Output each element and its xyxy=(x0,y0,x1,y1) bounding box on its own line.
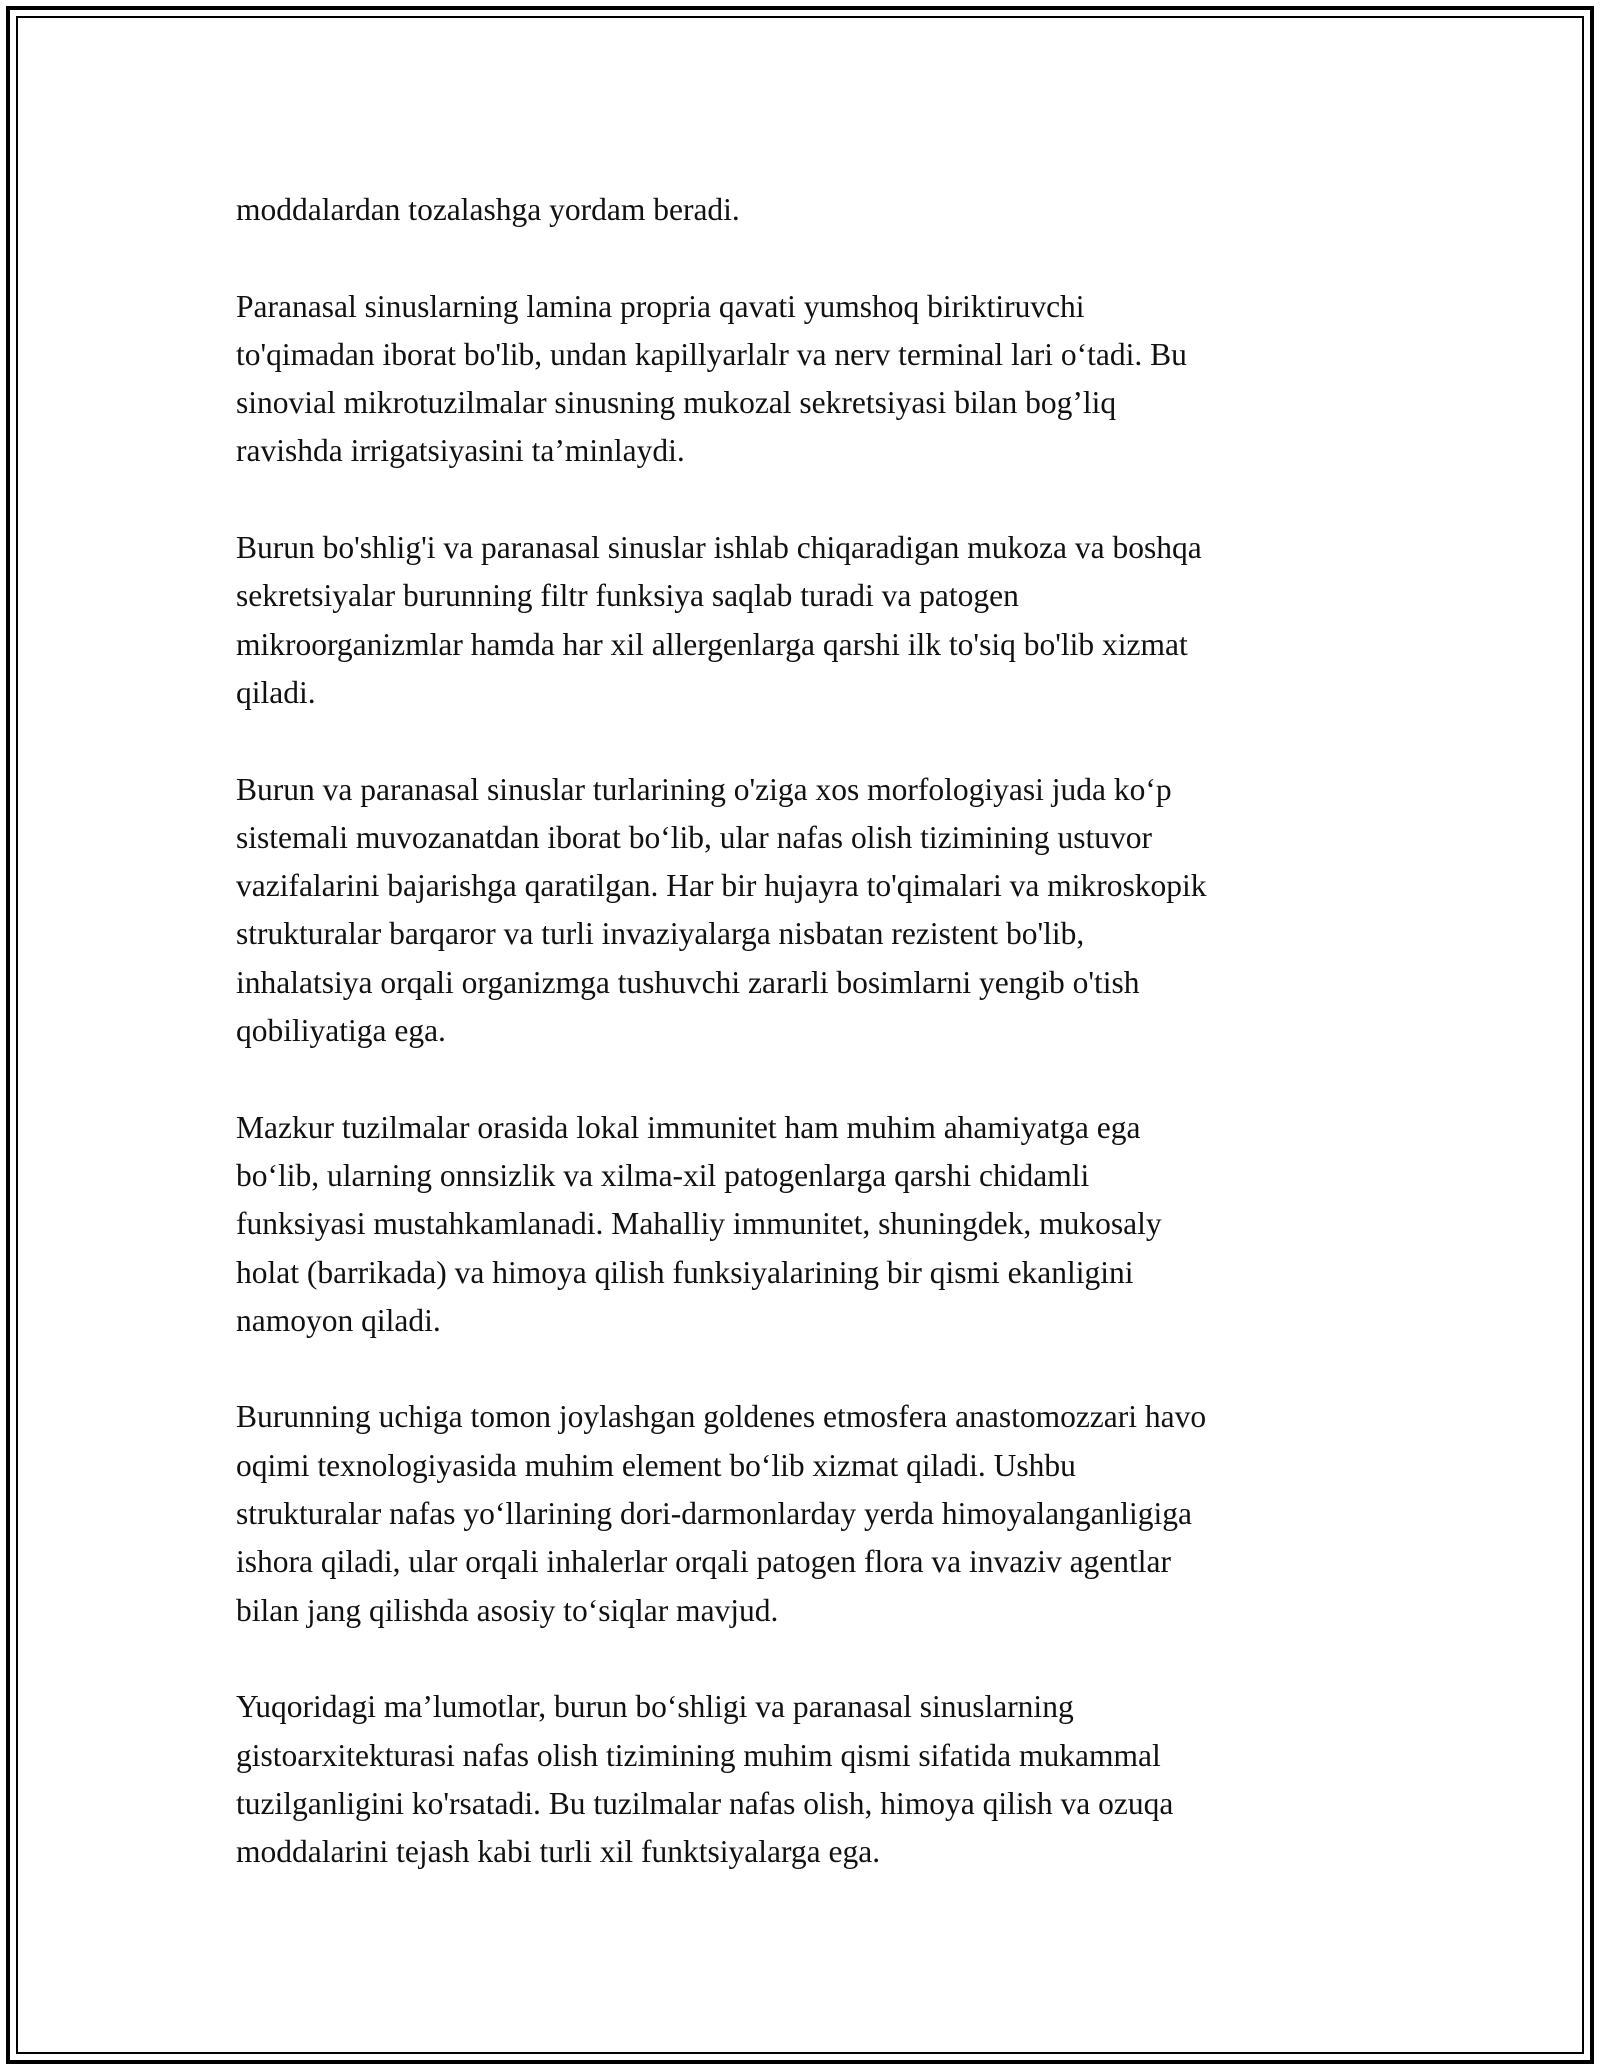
paragraph-5: Mazkur tuzilmalar orasida lokal immunitet ham muhim ahamiyatga ega bo‘lib, ularning onnsizlik va xilma-xil patogenlarga qarshi chidamli funksiyasi mustahkamlanadi. Mahalliy immunitet, shuningdek, mukosaly holat (barrikada) va himoya qilish funksiyalarining bir qismi ekanligini namoyon qiladi. xyxy=(236,1109,1162,1338)
document-body xyxy=(236,186,1366,1925)
paragraph-1: moddalardan tozalashga yordam beradi. xyxy=(236,192,740,227)
paragraph-6: Burunning uchiga tomon joylashgan goldenes etmosfera anastomozzari havo oqimi texnologiyasida muhim element bo‘lib xizmat qiladi. Ushbu strukturalar nafas yo‘llarining dori-darmonlarday yerda himoyalanganligiga ishora qiladi, ular orqali inhalerlar orqali patogen flora va invaziv agentlar bilan jang qilishda asosiy to‘siqlar mavjud. xyxy=(236,1399,1207,1628)
paragraph-4: Burun va paranasal sinuslar turlarining o'ziga xos morfologiyasi juda ko‘p sistemali muvozanatdan iborat bo‘lib, ular nafas olish tizimining ustuvor vazifalarini bajarishga qaratilgan. Har bir hujayra to'qimalari va mikroskopik strukturalar barqaror va turli invaziyalarga nisbatan rezistent bo'lib, inhalatsiya orqali organizmga tushuvchi zararli bosimlarni yengib o'tish qobiliyatiga ega. xyxy=(236,771,1207,1049)
paragraph-7: Yuqoridagi ma’lumotlar, burun bo‘shligi va paranasal sinuslarning gistoarxitekturasi nafas olish tizimining muhim qismi sifatida mukammal tuzilganligini ko'rsatadi. Bu tuzilmalar nafas olish, himoya qilish va ozuqa moddalarini tejash kabi turli xil funktsiyalarga ega. xyxy=(236,1689,1174,1870)
paragraph-2: Paranasal sinuslarning lamina propria qavati yumshoq biriktiruvchi to'qimadan iborat bo'lib, undan kapillyarlalr va nerv terminal lari o‘tadi. Bu sinovial mikrotuzilmalar sinusning mukozal sekretsiyasi bilan bog’liq ravishda irrigatsiyasini ta’minlaydi. xyxy=(236,288,1187,469)
paragraph-3: Burun bo'shlig'i va paranasal sinuslar ishlab chiqaradigan mukoza va boshqa sekretsiyalar burunning filtr funksiya saqlab turadi va patogen mikroorganizmlar hamda har xil allergenlarga qarshi ilk to'siq bo'lib xizmat qiladi. xyxy=(236,530,1202,710)
